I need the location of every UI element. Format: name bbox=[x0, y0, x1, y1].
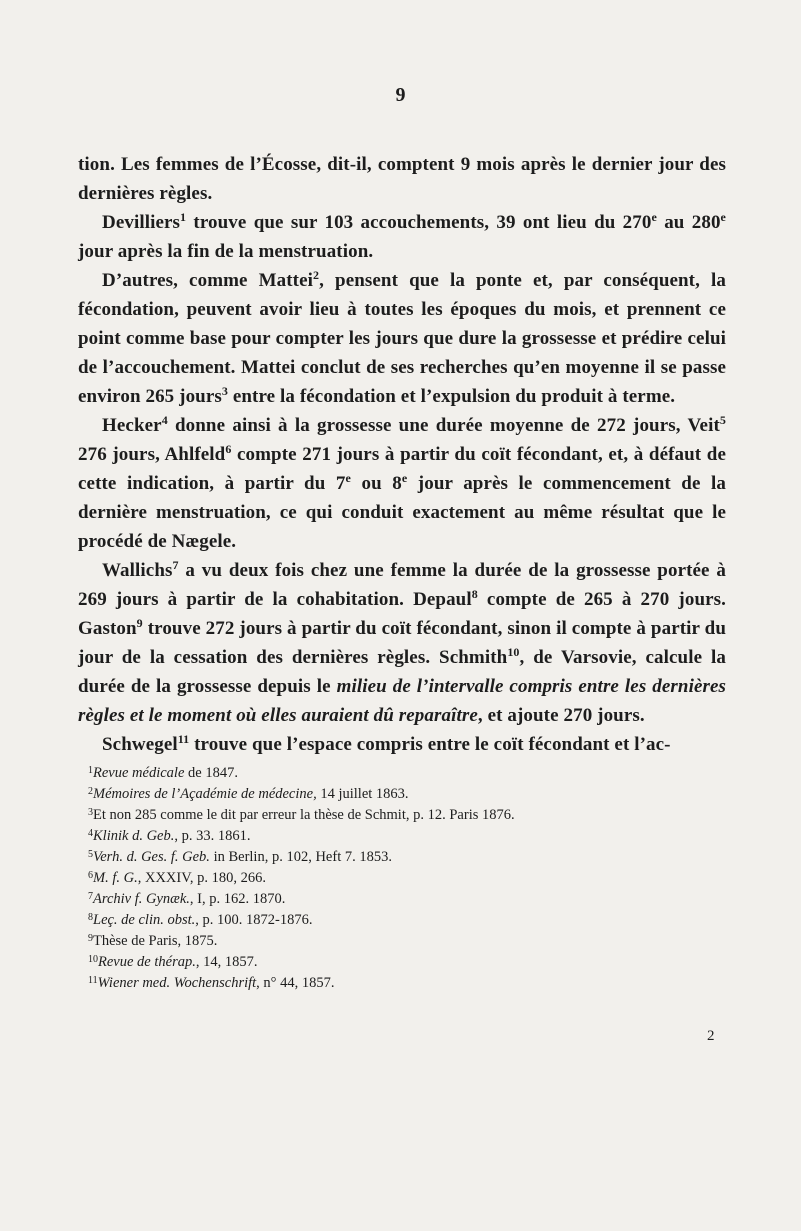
text-run: trouve que l’espace compris entre le coït fécondant et l’ac- bbox=[189, 734, 671, 755]
footnote-text: , 14, 1857. bbox=[195, 954, 258, 970]
footnote bbox=[78, 910, 738, 931]
text-run: compte 271 jours à partir du coït fécondant, et, à défaut de cette indication, à partir du 7 bbox=[78, 444, 726, 494]
footnote-ref-8: 8 bbox=[471, 587, 478, 601]
paragraph-2 bbox=[78, 208, 726, 266]
footnote-title: M. f. G. bbox=[93, 870, 138, 886]
footnote-number: 1 bbox=[88, 765, 93, 776]
paragraph-4 bbox=[78, 411, 726, 556]
footnote bbox=[78, 931, 738, 952]
text-run: Devilliers bbox=[102, 212, 181, 233]
footnote-number: 7 bbox=[88, 891, 93, 902]
footnote-ref-3: 3 bbox=[221, 384, 228, 398]
footnotes bbox=[78, 763, 738, 994]
footnote-text: , n° 44, 1857. bbox=[256, 975, 335, 991]
footnote-number: 9 bbox=[88, 933, 93, 944]
footnote-text: Et non 285 comme le dit par erreur la thèse de Schmit, p. 12. Paris 1876. bbox=[93, 807, 515, 823]
footnote-title: Revue médicale bbox=[93, 765, 185, 781]
footnote-title: Wiener med. Wochenschrift bbox=[97, 975, 257, 991]
paragraph-6 bbox=[78, 730, 726, 759]
paragraph-5 bbox=[78, 556, 726, 730]
ordinal-suffix: e bbox=[345, 471, 351, 485]
text-run: D’autres, comme Mattei bbox=[102, 270, 314, 291]
text-run: 276 jours, Ahlfeld bbox=[78, 444, 226, 465]
text-run: compte de 265 à 270 jours. Gaston bbox=[78, 589, 726, 639]
paragraph-1-text: tion. Les femmes de l’Écosse, dit-il, comptent 9 mois après le dernier jour des dernières règles. bbox=[78, 154, 726, 204]
footnote-title: Mémoires de l’Açadémie de médecine, bbox=[93, 786, 317, 802]
footnote-title: Verh. d. Ges. f. Geb. bbox=[93, 849, 210, 865]
footnote bbox=[78, 973, 738, 994]
text-run: entre la fécondation et l’expulsion du produit à terme. bbox=[227, 386, 676, 407]
text-run: trouve 272 jours à partir du coït fécondant, sinon il compte à partir du jour de la cessation des dernières règles. Schmith bbox=[78, 618, 726, 668]
footnote-ref-2: 2 bbox=[313, 268, 320, 282]
text-run: donne ainsi à la grossesse une durée moyenne de 272 jours, Veit bbox=[167, 415, 720, 436]
footnote-ref-1: 1 bbox=[180, 210, 187, 224]
footnote-text: , p. 100. 1872-1876. bbox=[195, 912, 313, 928]
footnote bbox=[78, 847, 738, 868]
ordinal-suffix: e bbox=[720, 210, 726, 224]
ordinal-suffix: e bbox=[651, 210, 657, 224]
main-text bbox=[78, 150, 726, 759]
footnote-number: 4 bbox=[88, 828, 93, 839]
footnote-text: , I, p. 162. 1870. bbox=[189, 891, 286, 907]
footnote-number: 11 bbox=[88, 975, 98, 986]
text-run: , pensent que la ponte et, par conséquent, la fécondation, peuvent avoir lieu à toutes les époques du mois, et prennent ce point comme base pour compter les jours que dure la grossesse et prédire celui de l’accouchement. Mattei conclut de ses recherches qu’en moyenne il se passe environ 265 jours bbox=[78, 270, 726, 407]
footnote-ref-10: 10 bbox=[507, 645, 520, 659]
text-run: ou 8 bbox=[350, 473, 402, 494]
footnote-ref-7: 7 bbox=[172, 558, 179, 572]
footnote-ref-4: 4 bbox=[161, 413, 168, 427]
footnote-number: 10 bbox=[88, 954, 98, 965]
footnote-text: , p. 33. 1861. bbox=[174, 828, 251, 844]
text-run: , et ajoute 270 jours. bbox=[477, 705, 645, 726]
footnote bbox=[78, 889, 738, 910]
footnote-text: de 1847. bbox=[184, 765, 238, 781]
emphasized-text: milieu de l’intervalle compris entre les dernières règles et le moment où elles auraient dû reparaître bbox=[78, 676, 726, 726]
footnote bbox=[78, 952, 738, 973]
paragraph-1 bbox=[78, 150, 726, 208]
paragraph-3 bbox=[78, 266, 726, 411]
footnote-title: Klinik d. Geb. bbox=[93, 828, 175, 844]
footnote-number: 2 bbox=[88, 786, 93, 797]
footnote-text: , XXXIV, p. 180, 266. bbox=[137, 870, 266, 886]
page-number: 9 bbox=[395, 84, 406, 106]
signature-mark: 2 bbox=[707, 1028, 715, 1044]
footnote-text: 14 juillet 1863. bbox=[316, 786, 409, 802]
text-run: Wallichs bbox=[102, 560, 173, 581]
footnote bbox=[78, 826, 738, 847]
text-run: , de Varsovie, calcule la durée de la grossesse depuis le bbox=[78, 647, 726, 697]
text-run: a vu deux fois chez une femme la durée de la grossesse portée à 269 jours à partir de la cohabitation. Depaul bbox=[78, 560, 726, 610]
footnote-number: 5 bbox=[88, 849, 93, 860]
footnote bbox=[78, 784, 738, 805]
text-run: jour après le commencement de la dernière menstruation, ce qui conduit exactement au même résultat que le procédé de Nægele. bbox=[78, 473, 726, 552]
footnote-number: 3 bbox=[88, 807, 93, 818]
text-run: trouve que sur 103 accouchements, 39 ont lieu du 270 bbox=[186, 212, 652, 233]
footnote-number: 8 bbox=[88, 912, 93, 923]
text-run: jour après la fin de la menstruation. bbox=[78, 241, 374, 262]
footnote-text: Thèse de Paris, 1875. bbox=[93, 933, 218, 949]
footnote bbox=[78, 763, 738, 784]
text-run: Hecker bbox=[102, 415, 162, 436]
footnote bbox=[78, 868, 738, 889]
footnote-number: 6 bbox=[88, 870, 93, 881]
footnote-ref-5: 5 bbox=[719, 413, 726, 427]
footnote bbox=[78, 805, 738, 826]
footnote-title: Archiv f. Gynæk. bbox=[93, 891, 190, 907]
footnote-ref-9: 9 bbox=[136, 616, 143, 630]
footnote-ref-11: 11 bbox=[177, 732, 190, 746]
footnote-ref-6: 6 bbox=[225, 442, 232, 456]
footnote-text: in Berlin, p. 102, Heft 7. 1853. bbox=[209, 849, 392, 865]
ordinal-suffix: e bbox=[401, 471, 408, 485]
footnote-title: Leç. de clin. obst. bbox=[93, 912, 196, 928]
text-run: Schwegel bbox=[102, 734, 178, 755]
text-run: au 280 bbox=[656, 212, 721, 233]
footnote-title: Revue de thérap. bbox=[98, 954, 196, 970]
